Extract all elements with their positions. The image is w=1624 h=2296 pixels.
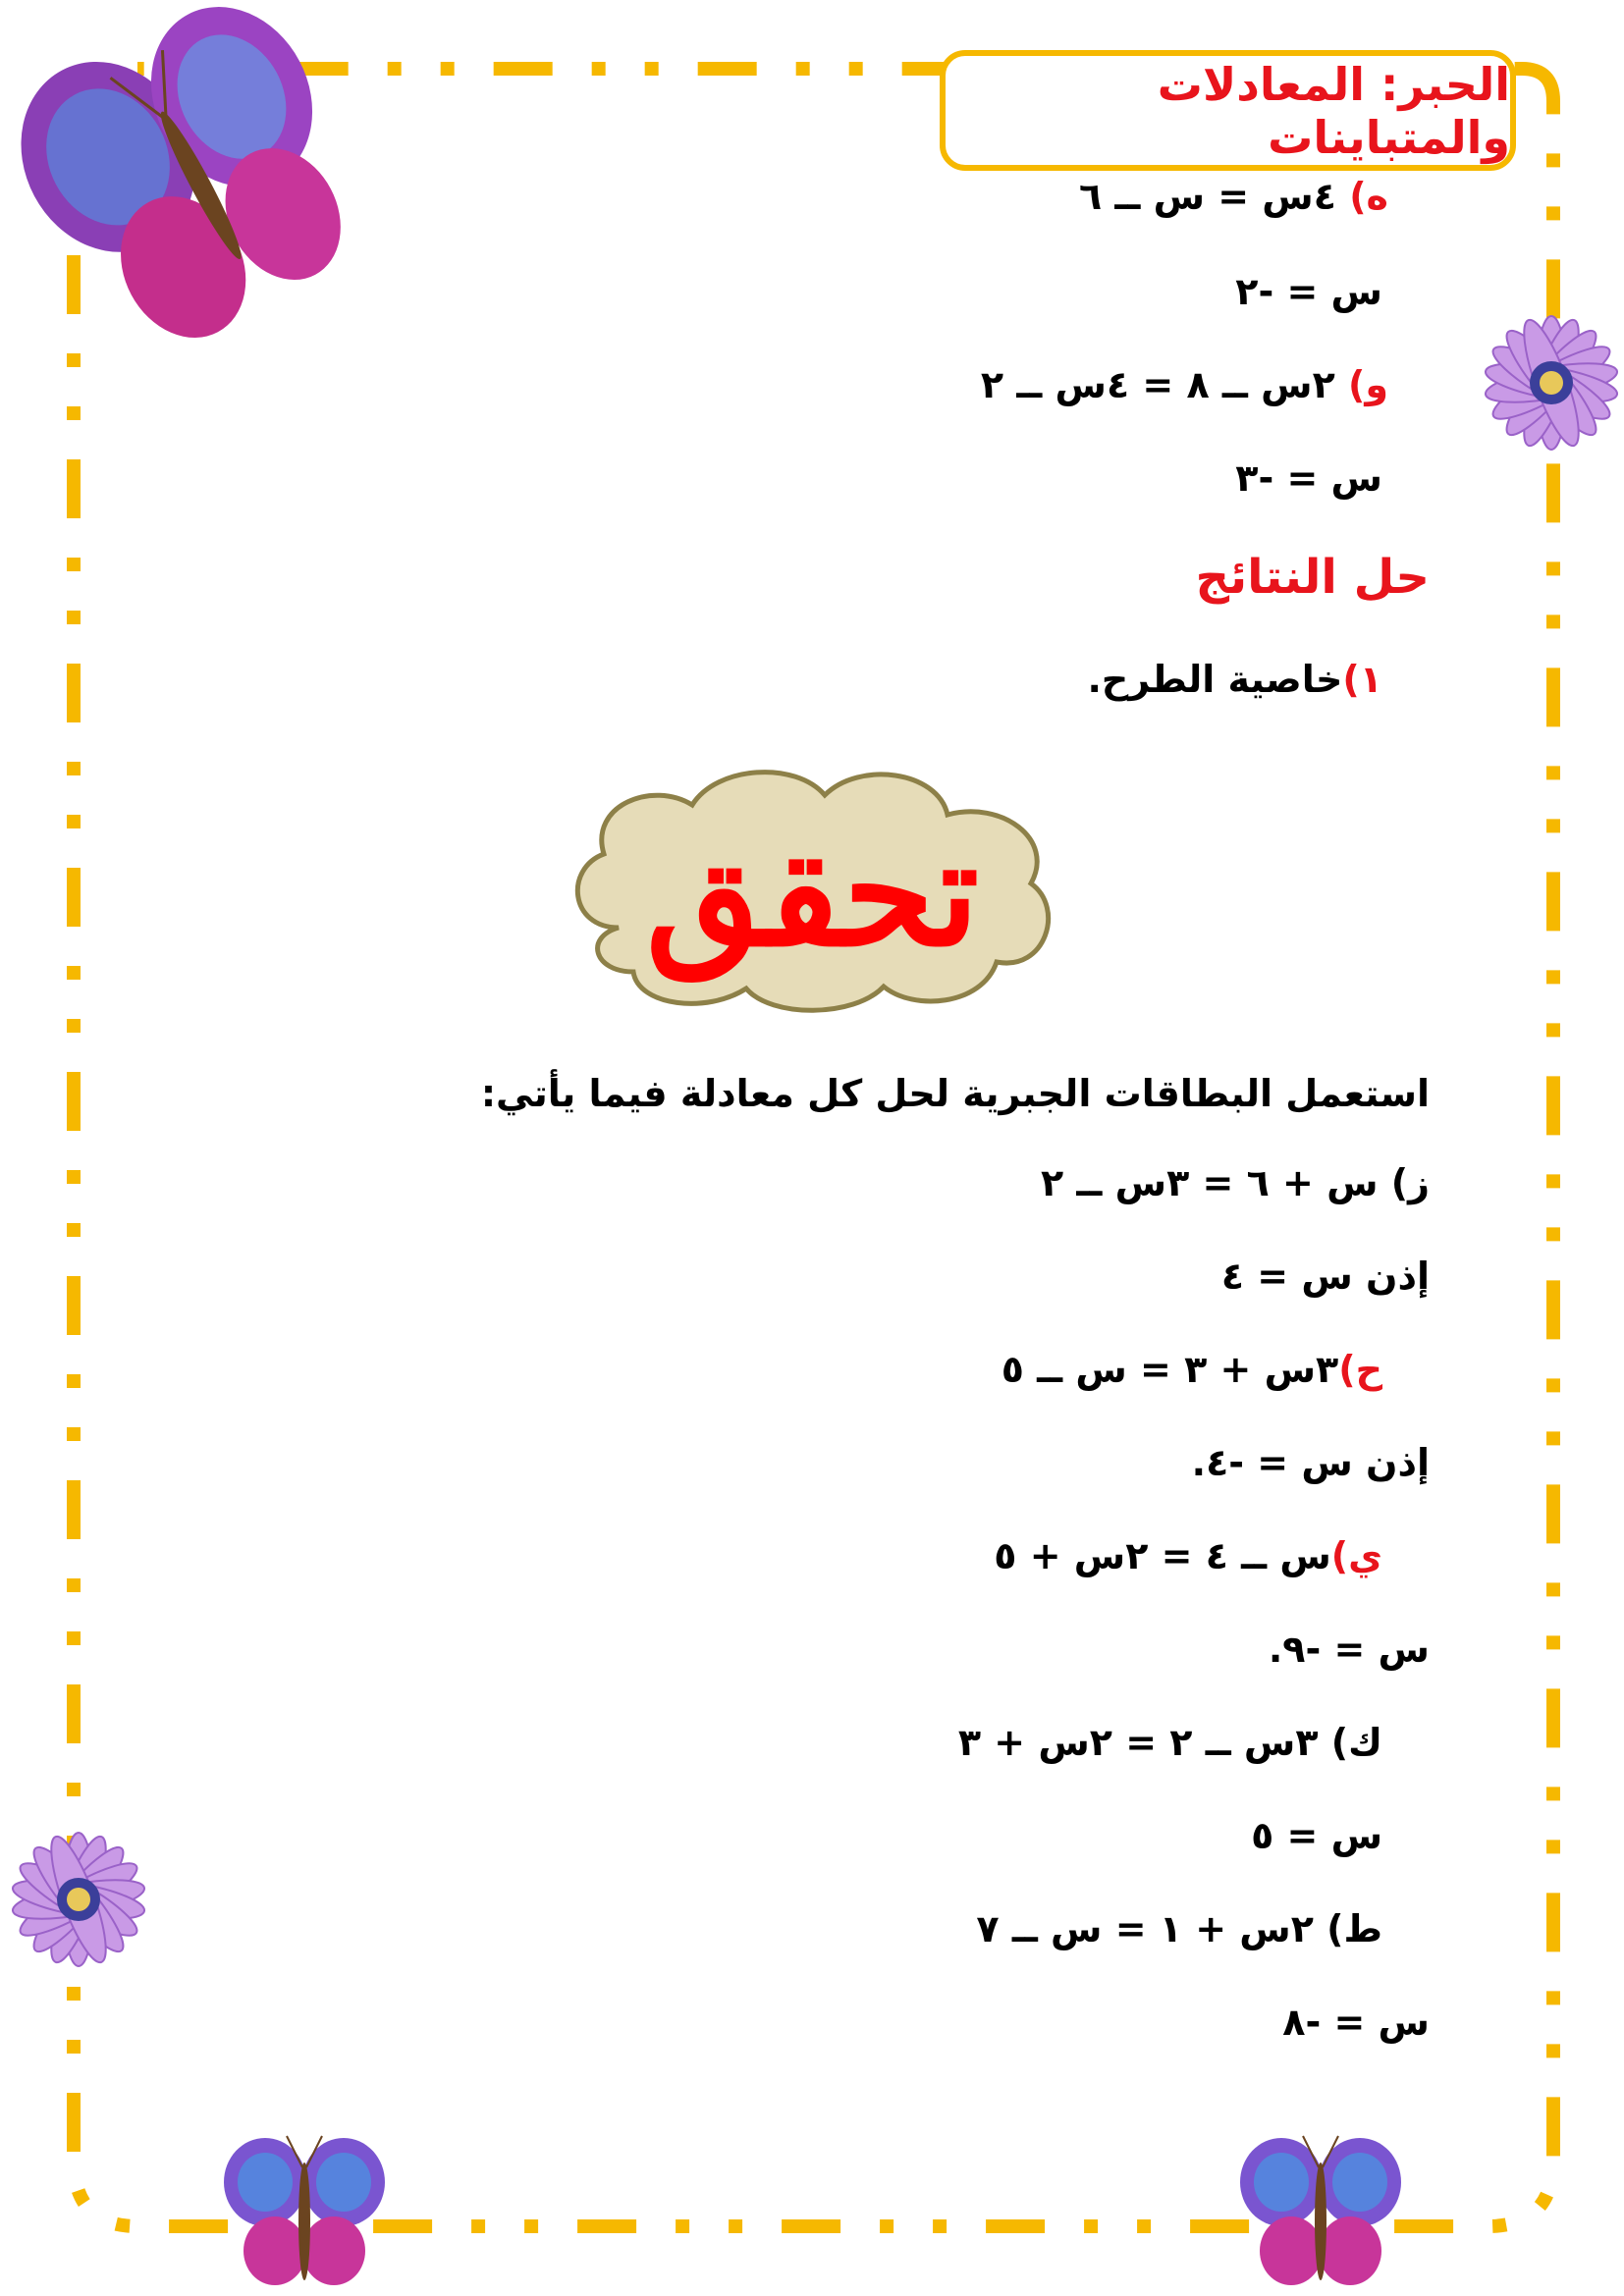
exercise-h	[1001, 1348, 1382, 1391]
exercise-y	[994, 1534, 1382, 1577]
label-w: و)	[1348, 363, 1388, 406]
equation-e: ٤س = س ــ ٦	[1078, 175, 1350, 218]
flower-icon	[1473, 304, 1624, 461]
exercise-t: ط) ٢س + ١ = س ــ ٧	[976, 1907, 1382, 1950]
instruction: استعمل البطاقات الجبرية لحل كل معادلة فيما يأتي:	[480, 1072, 1430, 1115]
butterfly-icon	[20, 0, 373, 353]
header-title-box	[940, 50, 1516, 171]
answer-w: س = -٣	[1235, 456, 1382, 500]
answer-e: س = -٢	[1235, 270, 1382, 313]
flower-icon	[0, 1821, 157, 1978]
exercise-w	[981, 363, 1388, 406]
label-e: ه)	[1349, 175, 1388, 218]
label-h: ح)	[1338, 1348, 1382, 1391]
label-y: ي)	[1330, 1534, 1382, 1577]
answer-k: س = ٥	[1251, 1814, 1382, 1857]
equation-h: ٣س + ٣ = س ــ ٥	[1001, 1348, 1339, 1391]
label-1: ١)	[1342, 658, 1382, 701]
answer-t: س = -٨	[1282, 2001, 1430, 2044]
result-1	[1087, 658, 1382, 701]
equation-y: س ــ ٤ = ٢س + ٥	[994, 1534, 1331, 1577]
equation-w: ٢س ــ ٨ = ٤س ــ ٢	[980, 363, 1348, 406]
butterfly-icon	[216, 2128, 393, 2296]
butterfly-icon	[1232, 2128, 1409, 2296]
exercise-k: ك) ٣س ــ ٢ = ٢س + ٣	[957, 1721, 1382, 1764]
exercise-z: ز) س + ٦ = ٣س ــ ٢	[1040, 1161, 1430, 1204]
verify-word: تحقق	[645, 807, 980, 980]
result-1-text: خاصية الطرح.	[1087, 658, 1343, 701]
section-heading: حل النتائج	[1195, 550, 1430, 605]
exercise-e	[1079, 175, 1388, 218]
answer-h: إذن س = -٤.	[1191, 1441, 1430, 1484]
answer-y: س = -٩.	[1268, 1628, 1430, 1671]
answer-z: إذن س = ٤	[1220, 1255, 1430, 1298]
header-title: الحبر: المعادلات والمتباينات	[1157, 57, 1510, 164]
